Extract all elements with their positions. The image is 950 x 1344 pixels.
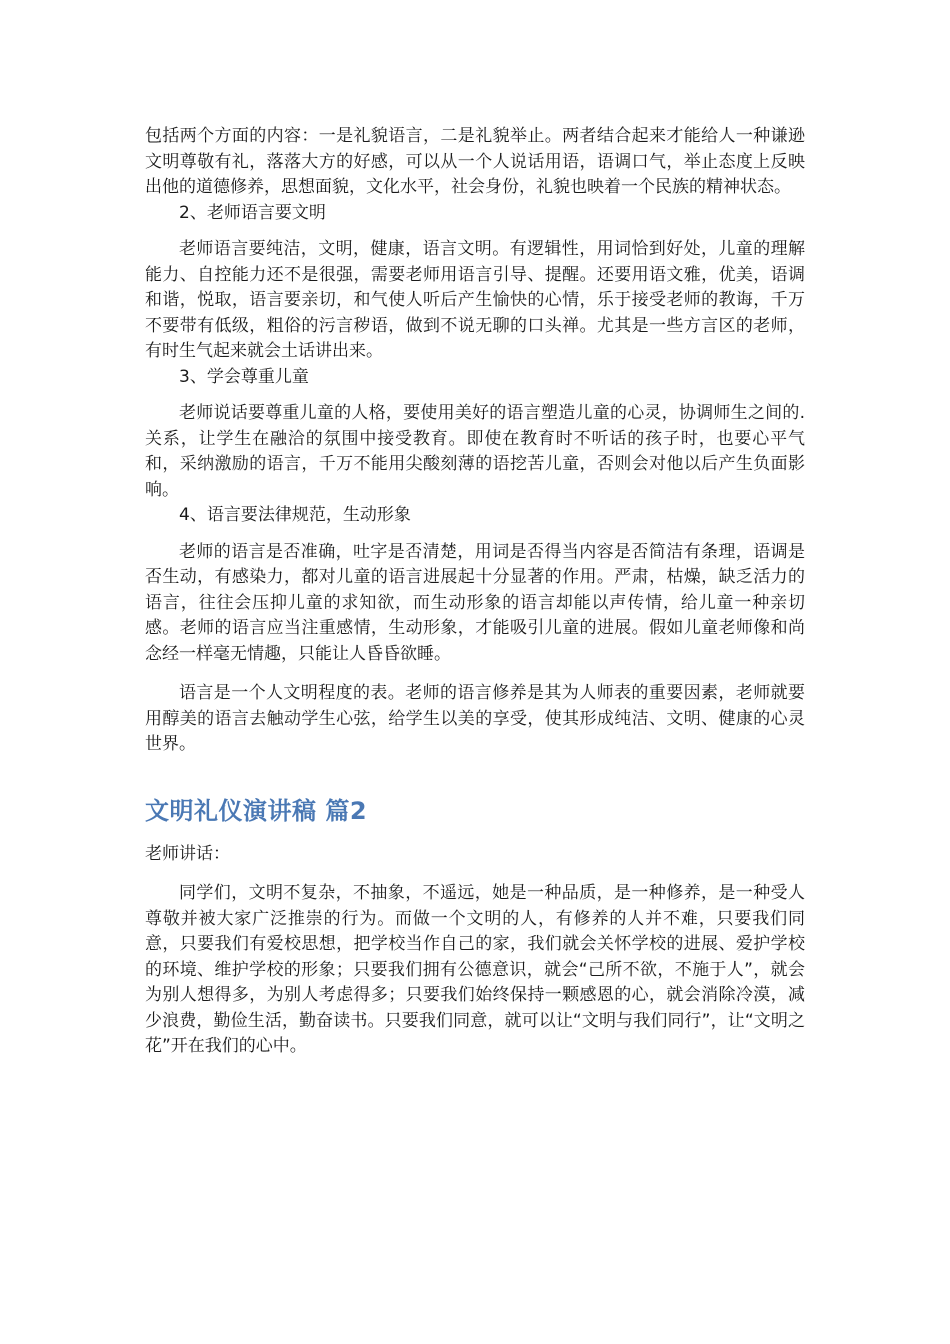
conclusion-paragraph: 语言是一个人文明程度的表。老师的语言修养是其为人师表的重要因素，老师就要用醇美的语言去触动学生心弦，给学生以美的享受，使其形成纯洁、文明、健康的心灵世界。 bbox=[145, 683, 805, 754]
speaker-line: 老师讲话： bbox=[145, 843, 230, 864]
intro-paragraph: 包括两个方面的内容：一是礼貌语言，二是礼貌举止。两者结合起来才能给人一种谦逊文明尊敬有礼，落落大方的好感，可以从一个人说话用语，语调口气，举止态度上反映出他的道德修养，思想面貌，文化水平，社会身份，礼貌也映着一个民族的精神状态。 bbox=[145, 126, 805, 197]
section-heading-4: 4、语言要法律规范，生动形象 bbox=[179, 505, 411, 525]
section-paragraph-3: 老师说话要尊重儿童的人格，要使用美好的语言塑造儿童的心灵，协调师生之间的.关系，让学生在融洽的氛围中接受教育。即使在教育时不听话的孩子时，也要心平气和，采纳激励的语言，千万不能用尖酸刻薄的语挖苦儿童，否则会对他以后产生负面影响。 bbox=[145, 403, 805, 500]
section-heading-3: 3、学会尊重儿童 bbox=[179, 366, 309, 387]
section-paragraph-2: 老师语言要纯洁，文明，健康，语言文明。有逻辑性，用词恰到好处，儿童的理解能力、自控能力还不是很强，需要老师用语言引导、提醒。还要用语文雅，优美，语调和谐，悦取，语言要亲切，和气使人听后产生愉快的心情，乐于接受老师的教诲，千万不要带有低级，粗俗的污言秽语，做到不说无聊的口头禅。尤其是一些方言区的老师，有时生气起来就会土话讲出来。 bbox=[145, 239, 805, 361]
document-page bbox=[145, 124, 805, 1060]
section-paragraph-4: 老师的语言是否准确，吐字是否清楚，用词是否得当内容是否简洁有条理，语调是否生动，有感染力，都对儿童的语言进展起十分显著的作用。严肃，枯燥，缺乏活力的语言，往往会压抑儿童的求知欲，而生动形象的语言却能以声传情，给儿童一种亲切感。老师的语言应当注重感情，生动形象，才能吸引儿童的进展。假如儿童老师像和尚念经一样毫无情趣，只能让人昏昏欲睡。 bbox=[145, 541, 805, 664]
section-heading-2: 2、老师语言要文明 bbox=[179, 202, 326, 223]
part-title: 文明礼仪演讲稿 篇2 bbox=[145, 796, 368, 825]
speech-paragraph: 同学们，文明不复杂，不抽象，不遥远，她是一种品质，是一种修养，是一种受人尊敬并被大家广泛推崇的行为。而做一个文明的人，有修养的人并不难，只要我们同意，只要我们有爱校思想，把学校当作自己的家，我们就会关怀学校的进展、爱护学校的环境、维护学校的形象；只要我们拥有公德意识，就会“己所不欲，不施于人”，就会为别人想得多，为别人考虑得多；只要我们始终保持一颗感恩的心，就会消除冷漠，减少浪费，勤俭生活，勤奋读书。只要我们同意，就可以让“文明与我们同行”，让“文明之花”开在我们的心中。 bbox=[145, 883, 805, 1056]
